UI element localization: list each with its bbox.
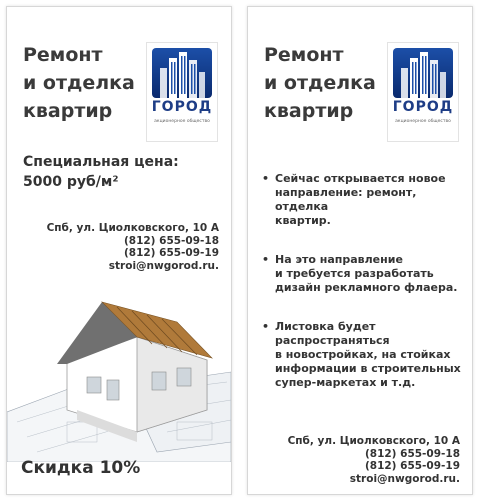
bullet-item: • На это направление и требуется разработать дизайн рекламного флаера. [262, 253, 467, 295]
right-flyer [247, 6, 473, 495]
flyer-title: Ремонт и отделка квартир [264, 44, 376, 122]
house-illustration [7, 292, 231, 462]
logo-name: ГОРОД [151, 99, 213, 115]
contact-phone-1: (812) 655-09-18 [123, 234, 219, 247]
special-price [23, 152, 179, 192]
bullet-item: • Сейчас открывается новое направление: ремонт, отделка квартир. [262, 172, 467, 228]
contact-email: stroi@nwgorod.ru. [349, 472, 460, 485]
contact-block [288, 435, 460, 485]
price-label: Специальная цена: [23, 154, 179, 170]
contact-address: Спб, ул. Циолковского, 10 А [46, 222, 219, 234]
discount-text: Скидка 10% [21, 458, 141, 478]
contact-address: Спб, ул. Циолковского, 10 А [287, 435, 460, 447]
city-skyline-icon [152, 48, 212, 98]
logo-subtitle: акционерное общество [154, 119, 210, 124]
bullet-list [262, 172, 467, 415]
contact-email: stroi@nwgorod.ru. [108, 259, 219, 272]
logo-name: ГОРОД [392, 99, 454, 115]
contact-phone-1: (812) 655-09-18 [364, 447, 460, 460]
price-value: 5000 руб/м² [23, 174, 119, 190]
contact-phone-2: (812) 655-09-19 [123, 247, 219, 259]
bullet-item: • Листовка будет распространяться в новостройках, на стойках информации в строительных супер-маркетах и т.д. [262, 320, 467, 390]
flyer-title: Ремонт и отделка квартир [23, 44, 135, 122]
city-skyline-icon [393, 48, 453, 98]
company-logo [146, 42, 218, 142]
logo-subtitle: акционерное общество [395, 119, 451, 124]
contact-phone-2: (812) 655-09-19 [364, 460, 460, 472]
left-flyer [6, 6, 232, 495]
company-logo [387, 42, 459, 142]
contact-block [47, 222, 219, 272]
